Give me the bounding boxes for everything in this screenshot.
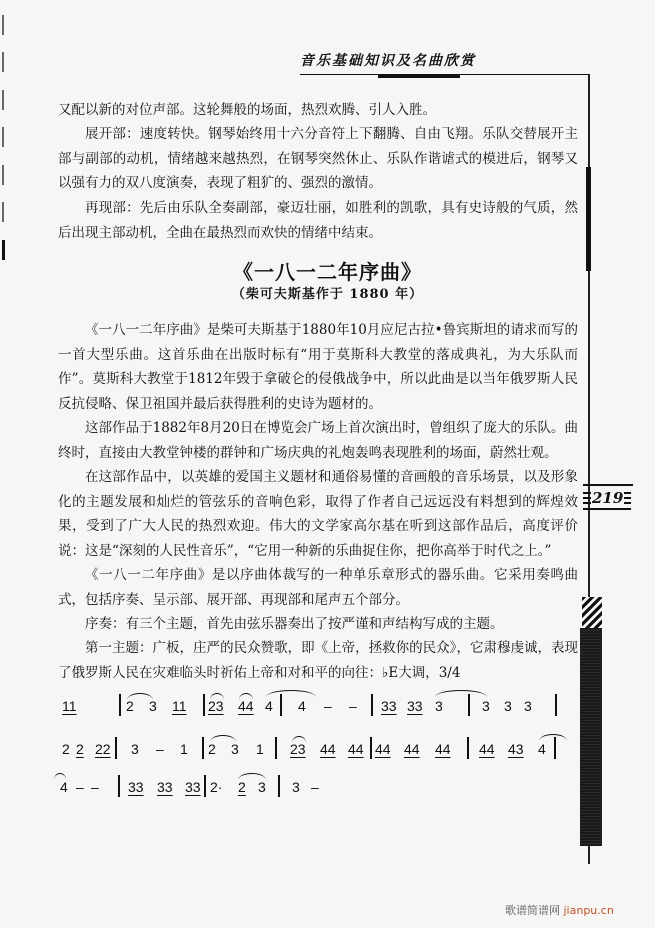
note: 44 [435,741,451,757]
note: 44 [479,741,495,757]
barline [115,737,117,759]
note: 2· [210,779,223,795]
barline [202,737,204,759]
watermark [505,902,614,918]
note: 3 [231,741,239,757]
note: 22 [95,741,111,757]
note: 33 [185,779,201,795]
paragraph: 《一八一二年序曲》是以序曲体裁写的一种单乐章形式的器乐曲。它采用奏鸣曲式，包括序奏、呈示部、展开部、再现部和尾声五个部分。 [58,567,578,608]
note: 2 [238,779,246,795]
note: 11 [62,698,77,714]
binding-mark [2,127,4,147]
note: 3 [149,698,157,714]
slur [266,690,316,697]
note: 2 [62,741,70,757]
barline [468,694,470,716]
binding-mark [2,165,4,185]
page-number: 219 [592,489,624,507]
notation-row-3 [58,771,578,801]
note: 44 [404,741,420,757]
note: 43 [508,741,524,757]
note: 33 [157,779,173,795]
note: 33 [407,698,423,714]
barline [467,737,469,759]
slur [435,690,487,697]
slur [539,734,567,741]
margin-hatch [582,597,602,629]
note: – [311,779,319,795]
binding-mark [2,90,4,110]
note: 4 [538,741,546,757]
section-title: 《一八一二年序曲》 [233,260,422,284]
note: 44 [320,741,336,757]
note: – [76,779,84,795]
watermark-site-name: 歌谱简谱网 [505,904,560,917]
paragraph: 序奏：有三个主题，首先由弦乐器奏出了按严谨和声结构写成的主题。 [85,616,504,632]
note: 3 [482,698,490,714]
note: 33 [128,779,144,795]
paragraph: 展开部：速度转快。钢琴始终用十六分音符上下翻腾、自由飞翔。乐队交替展开主部与副部的动机，情绪越来越热烈，在钢琴突然休止、乐队作谐谑式的模进后，钢琴又以强有力的双八度演奏，表现了粗犷的、强烈的激情。 [58,126,578,191]
note: 3 [131,741,139,757]
running-header-title: 音乐基础知识及名曲欣赏 [300,53,476,69]
barline [118,775,120,797]
notation-row-1 [58,690,578,720]
notation-row-2 [58,733,578,763]
note: 3 [435,698,443,714]
note: 4 [265,698,273,714]
barline [275,737,277,759]
paragraph: 第一主题：广板，庄严的民众赞歌，即《上帝，拯救你的民众》，它肃穆虔诚，表现了俄罗斯人民在灾难临头时祈佑上帝和对和平的向往：♭E大调，3/4 [58,640,578,681]
section-subtitle: （柴可夫斯基作于 1880 年） [231,287,424,302]
header-bar [378,74,460,78]
paragraph: 又配以新的对位声部。这轮舞般的场面，热烈欢腾、引人入胜。 [58,102,436,118]
paragraph: 再现部：先后由乐队全奏副部，豪迈壮丽，如胜利的凯歌，具有史诗般的气质，然后出现主部动机，全曲在最热烈而欢快的情绪中结束。 [58,200,578,241]
binding-mark [2,52,4,72]
note: 4 [298,698,306,714]
note: 44 [238,698,254,714]
note: 3 [292,779,300,795]
barline [554,737,556,759]
note: – [349,698,357,714]
note: 2 [76,741,84,757]
paragraph: 《一八一二年序曲》是柴可夫斯基于1880年10月应尼古拉•鲁宾斯坦的请求而写的一首大型乐曲。这首乐曲在出版时标有“用于莫斯科大教堂的落成典礼，为大乐队而作”。莫斯科大教堂于1812年毁于拿破仑的侵俄战争中，所以此曲是以当年俄罗斯人民反抗侵略、保卫祖国并最后获得胜利的史诗为题材的。 [58,322,578,412]
note: 23 [208,698,224,714]
note: – [324,698,332,714]
note: – [156,741,164,757]
barline [555,694,557,716]
barline [280,694,282,716]
barline [371,694,373,716]
note: 4 [60,779,68,795]
note: 3 [524,698,532,714]
page-number-rule [583,508,631,510]
note: 2 [126,698,134,714]
note: 2 [208,741,216,757]
barline [204,775,206,797]
watermark-domain: jianpu.cn [563,904,614,917]
paragraph: 在这部作品中，以英雄的爱国主义题材和通俗易懂的音画般的音乐场景，以及形象化的主题发展和灿烂的管弦乐的音响色彩，取得了作者自己远远没有料想到的辉煌效果，受到了广大人民的热烈欢迎。伟大的文学家高尔基在听到这部作品后，高度评价说：这是“深刻的人民性音乐”，“它用一种新的乐曲捉住你，把你高举于时代之上。” [58,469,578,559]
note: 1 [180,741,188,757]
paragraph: 这部作品于1882年8月20日在博览会广场上首次演出时，曾组织了庞大的乐队。曲终时，直接由大教堂钟楼的群钟和广场庆典的礼炮轰鸣表现胜利的场面，蔚然壮观。 [58,420,578,461]
page-number-rule [583,484,633,486]
note: 1 [256,741,264,757]
barline [278,775,280,797]
page-number-block [583,484,633,510]
binding-mark [2,15,4,35]
binding-mark [2,202,4,222]
note: 23 [290,741,306,757]
margin-thumb-bar [580,628,602,846]
note: 11 [172,698,187,714]
note: 44 [375,741,391,757]
barline [203,694,205,716]
note: 44 [348,741,364,757]
note: 33 [381,698,397,714]
note: 3 [258,779,266,795]
note: – [91,779,99,795]
barline [370,737,372,759]
note: 3 [504,698,512,714]
barline [119,694,121,716]
